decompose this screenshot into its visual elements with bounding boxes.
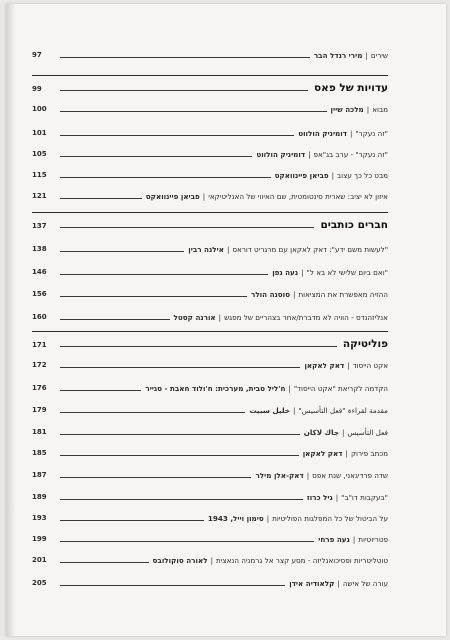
separator: | <box>301 268 304 277</box>
separator: | <box>342 428 345 437</box>
page-number: 115 <box>32 171 47 179</box>
entry-author: לאורה סוקולובס <box>152 556 208 565</box>
entry-title: ההזיה מאפשרת את המציאות <box>298 290 388 299</box>
entry-author: דאק לאקאן <box>302 449 343 458</box>
page-number: 179 <box>32 406 47 414</box>
entry-author: קלאודיה אידן <box>289 579 335 588</box>
separator: | <box>308 150 311 159</box>
separator: | <box>306 471 310 480</box>
toc-entry[interactable] <box>60 423 388 437</box>
toc-entry[interactable] <box>60 356 388 370</box>
page-number: 189 <box>32 493 47 501</box>
dot-leader <box>60 176 271 178</box>
page-number: 121 <box>32 192 47 200</box>
dot-leader <box>60 540 314 542</box>
page-number: 138 <box>32 245 47 253</box>
entry-author: סימון וייל, 1943 <box>207 514 264 523</box>
entry-author: דומיניק הולווט <box>256 150 306 159</box>
separator: | <box>266 514 270 523</box>
book-spine-shadow <box>6 4 16 636</box>
page-number: 193 <box>32 514 47 522</box>
dot-leader <box>60 318 170 320</box>
entry-title: "ואם ביום שלישי לא בא ל" <box>306 268 388 277</box>
page-number: 176 <box>32 384 47 392</box>
separator: | <box>288 384 291 393</box>
separator: | <box>337 579 340 588</box>
toc-entry[interactable] <box>60 263 388 277</box>
toc-entry[interactable] <box>60 145 388 159</box>
toc-entry[interactable] <box>60 488 388 502</box>
section-title: פוליטיקה <box>342 338 388 350</box>
separator: | <box>202 192 206 201</box>
entry-title: אקט הייסוד <box>352 361 388 370</box>
separator: | <box>366 105 370 114</box>
page-number: 205 <box>32 579 47 587</box>
section-divider <box>32 75 388 76</box>
entry-title: מכתב פירוק <box>350 449 388 458</box>
separator: | <box>347 361 350 370</box>
page-number: 105 <box>32 150 47 158</box>
dot-leader <box>60 110 327 112</box>
entry-author: נעה גפן <box>272 268 299 277</box>
toc-entry[interactable] <box>60 401 388 415</box>
entry-title: فعل التأسيس <box>347 428 388 437</box>
dot-leader <box>60 56 310 58</box>
entry-author: פביאן פיינוואקס <box>145 192 200 201</box>
entry-author: גיל כרוז <box>306 493 333 502</box>
dot-leader <box>60 561 149 563</box>
separator: | <box>210 556 213 565</box>
toc-entry[interactable] <box>60 285 388 299</box>
dot-leader <box>60 273 268 275</box>
dot-leader <box>60 584 285 586</box>
entry-author: דומיניק הולווט <box>298 129 347 138</box>
entry-title: על הביטול של כל המפלגות הפוליטיות <box>272 514 388 523</box>
entry-title: שירים <box>370 51 388 60</box>
page-number: 97 <box>32 51 42 59</box>
separator: | <box>218 313 222 322</box>
page-number: 156 <box>32 290 47 298</box>
entry-title: "זה נעקר" <box>355 129 388 138</box>
entry-author: ח'ליל סבית, מערכית: ח'ולוד חאבת - סגייר <box>145 384 286 393</box>
separator: | <box>345 449 348 458</box>
entry-title: מבט כל כך עצוב <box>337 171 388 180</box>
entry-author: جاك لاكان <box>303 428 340 437</box>
dot-leader <box>60 476 251 478</box>
separator: | <box>226 245 230 254</box>
entry-title: איזון לא יציב: שארית סינטומטית, שם האיווי של האנליטיקאי <box>208 192 388 201</box>
page-number: 100 <box>32 105 47 113</box>
dot-leader <box>60 250 184 252</box>
dot-leader <box>60 227 314 228</box>
section-heading[interactable] <box>60 78 388 94</box>
dot-leader <box>60 498 303 500</box>
entry-title: עורה של אישה <box>342 579 388 588</box>
entry-title: אנליזהנדס - הוויה לא מדברת/אחר בצהריים של מפגש <box>224 313 388 322</box>
entry-title: "זה נעקר" - ערב בג"אפ <box>313 150 388 159</box>
toc-entry[interactable] <box>60 379 388 393</box>
dot-leader <box>60 197 142 199</box>
toc-entry[interactable] <box>60 166 388 180</box>
toc-entry[interactable] <box>60 308 388 322</box>
section-page-number: 99 <box>32 85 42 93</box>
entry-title: פטריוטיות <box>358 535 388 544</box>
separator: | <box>292 406 296 415</box>
entry-title: שדה פרדיגאני, שנת אפס <box>312 471 388 480</box>
entry-title: "בעקבות דו"ב" <box>341 493 388 502</box>
page-number: 160 <box>32 313 47 321</box>
entry-author: נעה פרחי <box>318 535 350 544</box>
dot-leader <box>60 411 245 413</box>
dot-leader <box>60 366 300 368</box>
dot-leader <box>60 134 294 136</box>
entry-author: דאק-אלן מילר <box>255 471 304 480</box>
dot-leader <box>60 519 204 521</box>
page-number: 181 <box>32 428 47 436</box>
section-title: חברים כותבים <box>320 219 388 231</box>
entry-title: "לעשות משם ידע": דאק לאקאן עם מרגריט דוראס <box>232 245 388 254</box>
entry-title: הקדמה לקריאת "אקט הייסוד" <box>293 384 388 393</box>
entry-author: אורנה קסטל <box>173 313 216 322</box>
separator: | <box>331 171 335 180</box>
section-title: עדויות של פאס <box>314 82 388 94</box>
toc-entry[interactable] <box>60 240 388 254</box>
book-page <box>6 4 446 636</box>
page-number: 185 <box>32 449 47 457</box>
separator: | <box>352 535 356 544</box>
section-heading[interactable] <box>60 215 388 231</box>
toc-entry[interactable] <box>60 100 388 114</box>
toc-entry[interactable] <box>60 187 388 201</box>
separator: | <box>365 51 368 60</box>
section-page-number: 137 <box>32 222 47 230</box>
entry-author: מלכה שיין <box>330 105 364 114</box>
toc-entry[interactable] <box>60 509 388 523</box>
toc-entry[interactable] <box>60 530 388 544</box>
page-number: 146 <box>32 268 47 276</box>
page-number: 172 <box>32 361 47 369</box>
dot-leader <box>60 346 337 347</box>
toc-entry[interactable] <box>60 466 388 480</box>
toc-entry[interactable] <box>60 46 388 60</box>
toc-entry[interactable] <box>60 551 388 565</box>
separator: | <box>293 290 296 299</box>
page-number: 201 <box>32 556 47 564</box>
entry-author: פביאן פיינוואקס <box>274 171 329 180</box>
toc-entry[interactable] <box>60 444 388 458</box>
page-number: 199 <box>32 535 47 543</box>
separator: | <box>349 129 353 138</box>
entry-title: טוטליטריות ופסיכואנליזה - מסע קצר אל גרמניה הנאצית <box>215 556 388 565</box>
dot-leader <box>60 155 252 157</box>
dot-leader <box>60 90 308 91</box>
entry-author: خليل سبيت <box>249 406 290 415</box>
dot-leader <box>60 295 247 297</box>
entry-title: מבוא <box>372 105 388 114</box>
separator: | <box>335 493 339 502</box>
entry-author: סוסנה הולר <box>251 290 291 299</box>
entry-author: מירי רנדל הבר <box>313 51 363 60</box>
page-number: 101 <box>32 129 47 137</box>
section-page-number: 171 <box>32 341 47 349</box>
entry-title: مقدمة لقراءة "فعل التأسيس" <box>298 406 388 415</box>
page-number: 187 <box>32 471 47 479</box>
section-divider <box>32 212 388 213</box>
section-divider <box>32 331 388 332</box>
toc-entry[interactable] <box>60 124 388 138</box>
dot-leader <box>60 389 141 391</box>
dot-leader <box>60 433 300 435</box>
dot-leader <box>60 454 299 456</box>
section-heading[interactable] <box>60 334 388 350</box>
entry-author: אילנה רבין <box>188 245 224 254</box>
entry-author: דאק לאקאן <box>304 361 345 370</box>
toc-entry[interactable] <box>60 574 388 588</box>
